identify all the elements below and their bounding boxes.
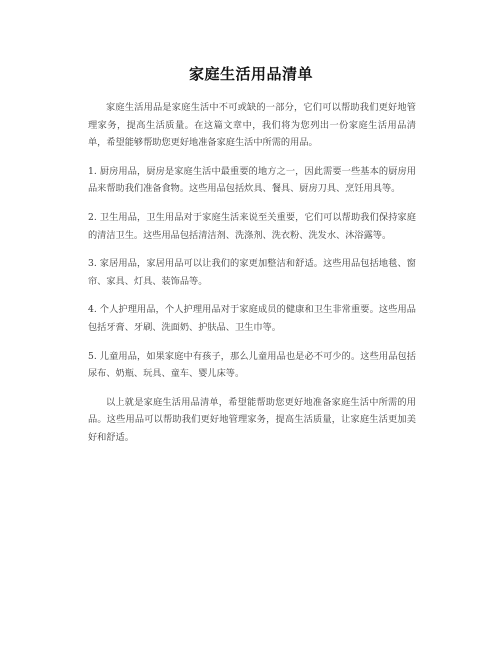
list-item-kitchen: 1. 厨房用品，厨房是家庭生活中最重要的地方之一，因此需要一些基本的厨房用品来帮助我们准备食物。这些用品包括炊具、餐具、厨房刀具、烹饪用具等。 xyxy=(88,165,416,195)
list-item-hygiene: 2. 卫生用品，卫生用品对于家庭生活来说至关重要，它们可以帮助我们保持家庭的清洁卫生。这些用品包括清洁剂、洗涤剂、洗衣粉、洗发水、沐浴露等。 xyxy=(88,211,416,241)
list-item-personal-care: 4. 个人护理用品，个人护理用品对于家庭成员的健康和卫生非常重要。这些用品包括牙膏、牙刷、洗面奶、护肤品、卫生巾等。 xyxy=(88,304,416,333)
document-body xyxy=(88,99,416,458)
list-item-home: 3. 家居用品，家居用品可以让我们的家更加整洁和舒适。这些用品包括地毯、窗帘、家具、灯具、装饰品等。 xyxy=(88,258,416,287)
list-item-children: 5. 儿童用品，如果家庭中有孩子，那么儿童用品也是必不可少的。这些用品包括尿布、奶瓶、玩具、童车、婴儿床等。 xyxy=(88,350,416,380)
document-title: 家庭生活用品清单 xyxy=(188,65,313,83)
intro-paragraph: 家庭生活用品是家庭生活中不可或缺的一部分，它们可以帮助我们更好地管理家务，提高生活质量。在这篇文章中，我们将为您列出一份家庭生活用品清单，希望能够帮助您更好地准备家庭生活中所需的用品。 xyxy=(88,102,416,149)
conclusion-paragraph: 以上就是家庭生活用品清单，希望能帮助您更好地准备家庭生活中所需的用品。这些用品可以帮助我们更好地管理家务，提高生活质量，让家庭生活更加美好和舒适。 xyxy=(88,396,416,443)
